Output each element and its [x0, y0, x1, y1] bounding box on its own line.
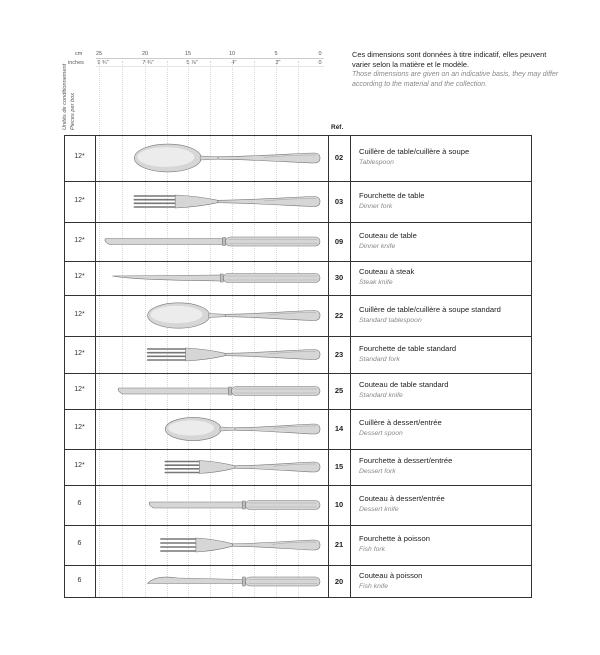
reference-number: 21	[334, 540, 344, 549]
item-name-en: Dinner knife	[359, 242, 396, 250]
item-name: Cuillère à dessert/entrée	[359, 418, 442, 427]
column-divider	[95, 135, 96, 598]
item-name-en: Tablespoon	[359, 159, 394, 166]
pieces-per-box: 6	[77, 576, 82, 584]
reference-number: 23	[334, 349, 344, 359]
ruler-line	[96, 58, 324, 59]
pieces-per-box: 12*	[74, 462, 85, 469]
knife-bolster	[242, 577, 245, 586]
item-name-en: Standard tablespoon	[359, 316, 422, 324]
fishknife-drawing	[64, 135, 324, 605]
pieces-per-box: 12*	[74, 273, 85, 280]
pieces-per-box: 12*	[74, 196, 85, 204]
cm-tick: 15	[184, 51, 192, 57]
dimension-note-fr: Ces dimensions sont données à titre indicatif, elles peuvent varier selon la matière et le modèle.	[352, 50, 547, 69]
item-name: Couteau à steak	[359, 267, 415, 276]
reference-number: 22	[334, 310, 344, 320]
item-name: Couteau de table standard	[359, 380, 449, 389]
inch-tick: 7 ¾"	[142, 60, 154, 66]
reference-number: 14	[334, 424, 344, 433]
pieces-per-box: 6	[77, 500, 82, 507]
pieces-per-box: 12*	[74, 236, 85, 244]
item-name-en: Fish knife	[359, 582, 389, 590]
item-name: Cuillère de table/cuillère à soupe	[359, 147, 470, 156]
column-divider	[328, 135, 329, 598]
inch-tick: 2"	[275, 60, 281, 66]
item-name: Fourchette de table standard	[359, 343, 457, 353]
item-name: Couteau à poisson	[359, 570, 423, 580]
cm-tick: 10	[228, 51, 236, 57]
item-name-en: Standard knife	[359, 392, 403, 399]
item-name-en: Dessert spoon	[359, 430, 403, 437]
cm-tick: 0	[318, 51, 322, 57]
reference-number: 15	[334, 462, 344, 471]
inch-tick: 0	[318, 60, 322, 66]
reference-number: 02	[334, 153, 344, 162]
pieces-per-box: 6	[77, 540, 82, 547]
table-left-border	[64, 135, 65, 598]
item-name-en: Dinner fork	[359, 202, 393, 210]
pieces-per-box: 12*	[74, 153, 85, 160]
ref-column-header: Réf.	[331, 124, 344, 131]
item-name: Fourchette à dessert/entrée	[359, 456, 453, 465]
item-name-en: Steak knife	[359, 279, 393, 286]
pieces-per-box-label-fr: Unités de conditionnement	[62, 63, 68, 130]
item-name-en: Dessert knife	[359, 506, 399, 513]
pieces-per-box: 12*	[74, 424, 85, 431]
inch-tick: 4"	[231, 60, 237, 66]
inch-tick: 9 ¾"	[97, 60, 109, 66]
cm-tick: 5	[274, 51, 278, 57]
cm-tick: 25	[95, 51, 103, 57]
pieces-per-box-label-en: Pieces per box	[70, 92, 76, 130]
item-name: Fourchette de table	[359, 190, 425, 200]
item-name: Couteau de table	[359, 230, 417, 240]
item-name-en: Fish fork	[359, 546, 386, 553]
inch-unit-label: inches	[68, 60, 84, 66]
item-name-en: Standard fork	[359, 355, 400, 363]
knife-handle	[245, 577, 320, 586]
pieces-per-box: 12*	[74, 349, 85, 357]
inch-tick: 5 ⅞"	[186, 60, 198, 66]
item-name: Fourchette à poisson	[359, 534, 430, 543]
knife-blade	[148, 577, 243, 583]
pieces-per-box: 12*	[74, 386, 85, 393]
reference-number: 03	[334, 196, 344, 206]
pieces-per-box: 12*	[74, 310, 85, 318]
column-divider	[350, 135, 351, 598]
item-name: Couteau à dessert/entrée	[359, 494, 445, 503]
reference-number: 30	[334, 273, 344, 282]
reference-number: 25	[334, 386, 344, 395]
dimension-note-en: Those dimensions are given on an indicative basis, they may differ according to the material and the collection.	[352, 71, 559, 88]
reference-number: 20	[334, 576, 344, 586]
item-name: Cuillère de table/cuillère à soupe standard	[359, 304, 501, 314]
reference-number: 10	[334, 500, 344, 509]
table-bottom-border	[64, 597, 532, 598]
item-name-en: Dessert fork	[359, 468, 396, 475]
reference-number: 09	[334, 236, 344, 246]
table-right-border	[531, 135, 532, 598]
cm-unit-label: cm	[75, 51, 83, 57]
cm-tick: 20	[141, 51, 149, 57]
